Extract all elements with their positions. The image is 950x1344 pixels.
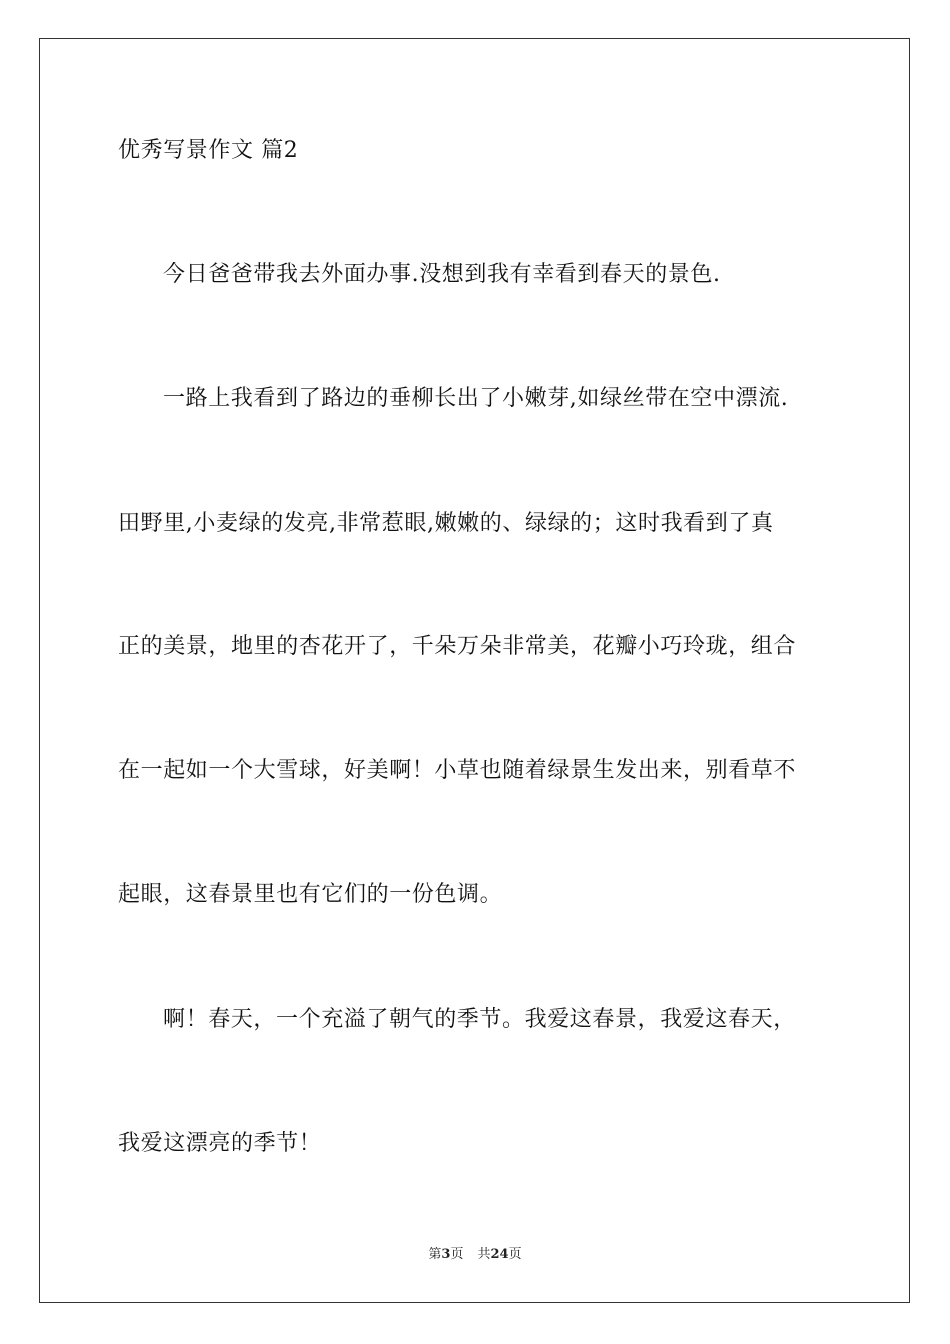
footer-page-prefix: 第 — [428, 1247, 442, 1262]
page-footer — [0, 1246, 950, 1264]
footer-total-prefix: 共 — [477, 1247, 491, 1262]
paragraph-2-line-1: 一路上我看到了路边的垂柳长出了小嫩芽,如绿丝带在空中漂流. — [163, 386, 789, 411]
paragraph-2-line-3: 正的美景，地里的杏花开了，千朵万朵非常美，花瓣小巧玲珑，组合 — [118, 634, 797, 659]
paragraph-2-line-2: 田野里,小麦绿的发亮,非常惹眼,嫩嫩的、绿绿的；这时我看到了真 — [118, 511, 774, 536]
footer-page-total: 24 — [490, 1247, 509, 1262]
paragraph-2-line-4: 在一起如一个大雪球，好美啊！小草也随着绿景生发出来，别看草不 — [118, 758, 797, 783]
page-frame — [39, 38, 910, 1303]
footer-page-suffix: 页 — [450, 1247, 464, 1262]
paragraph-3-line-2: 我爱这漂亮的季节！ — [118, 1131, 322, 1156]
document-title: 优秀写景作文 篇2 — [118, 138, 299, 163]
paragraph-3-line-1: 啊！春天，一个充溢了朝气的季节。我爱这春景，我爱这春天， — [163, 1007, 796, 1032]
footer-total-suffix: 页 — [508, 1247, 522, 1262]
paragraph-2-line-5: 起眼，这春景里也有它们的一份色调。 — [118, 882, 503, 907]
paragraph-1-line-1: 今日爸爸带我去外面办事.没想到我有幸看到春天的景色. — [163, 262, 721, 287]
footer-page-current: 3 — [441, 1247, 451, 1262]
